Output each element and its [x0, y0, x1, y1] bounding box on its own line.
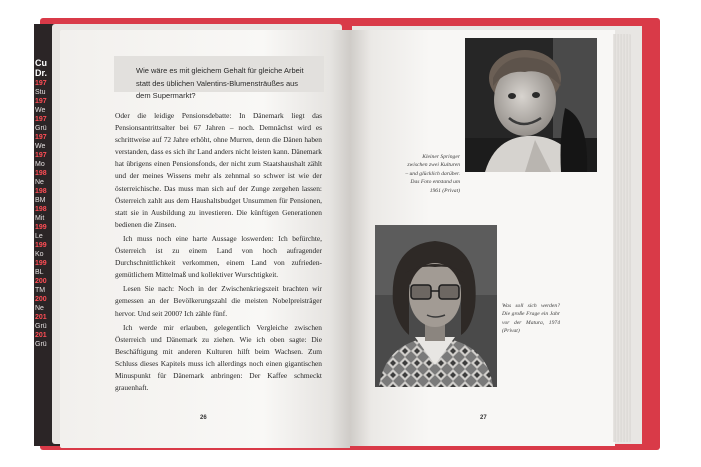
back-cover-year: 199 [35, 242, 47, 249]
back-cover-entry: Stu [35, 89, 46, 96]
back-cover-year: 197 [35, 134, 47, 141]
body-text [115, 110, 322, 396]
back-cover-entry: TM [35, 287, 46, 294]
back-cover-entry: Grü [35, 341, 47, 348]
photo-child [465, 38, 597, 172]
back-cover-entry: Mit [35, 215, 45, 222]
back-cover-year: 197 [35, 80, 47, 87]
back-cover-heading-2: Dr. [35, 68, 48, 78]
back-cover-year: 201 [35, 314, 47, 321]
photo-teen-image [375, 225, 497, 387]
caption-child-photo: Kleiner Springer zwischen zwei Kulturen – und glücklich darüber. Das Foto entstand um 1961 (Privat) [405, 154, 460, 194]
page-edges [613, 34, 631, 442]
back-cover-entry: Ne [35, 305, 44, 312]
back-cover-year: 200 [35, 278, 47, 285]
back-cover-year: 197 [35, 98, 47, 105]
back-cover-entry: Le [35, 233, 43, 240]
paragraph: Ich muss noch eine harte Aussage loswerden: Ich befürchte, Österreich ist zu einem Land von hoch aufragender Durchschnittlichkeit verkommen, einem Land von zufrieden-gemütlichem Mittelmaß und kollektiver Wurschtigkeit. [115, 233, 322, 280]
back-cover-year: 197 [35, 152, 47, 159]
page-number-left: 26 [200, 415, 207, 421]
paragraph: Ich werde mir erlauben, gelegentlich Vergleiche zwischen Österreich und Dänemark zu ziehen. Wie ich oben sagte: Die Beschäftigung mit anderen Kulturen hilft beim Wachsen. Zum Schluss dieses Kapitels muss ich allerdings noch einen gigantischen Minuspunkt für Dänemark anbringen: Der Kaffee schmeckt grauenhaft. [115, 322, 322, 393]
paragraph: Oder die leidige Pensionsdebatte: In Dänemark liegt das Pensionsantrittsalter bei 67 Jahren – noch. Demnächst wird es schrittweise auf 72 Jahre erhöht, ohne Murren, denn die Dänen haben verstanden, dass es sich ihr Land anders nicht leisten kann. Dänemark hat übrigens einen Pensionsfonds, der nicht zum Staatshaushalt zählt und der meines Wissens mehr als zehnmal so schwer ist wie der österreichische. Das muss man sich auf der Zunge zergehen lassen: Österreich zahlt aus dem Haushaltsbudget Unsummen für Pensionen, statt sie in Ausbildung zu investieren. Die künftigen Generationen bedienen die Zinsen. [115, 111, 322, 229]
back-cover-entry: Mo [35, 161, 45, 168]
back-cover-entry: Ne [35, 179, 44, 186]
page-number-right: 27 [480, 415, 487, 421]
back-cover-year: 197 [35, 116, 47, 123]
photo-child-image [465, 38, 597, 172]
back-cover-year: 199 [35, 224, 47, 231]
back-cover-year: 198 [35, 206, 47, 213]
pull-quote: Wie wäre es mit gleichem Gehalt für gleiche Arbeit statt des üblichen Valentins-Blumensträußes aus dem Supermarkt? [114, 56, 324, 92]
back-cover-year: 201 [35, 332, 47, 339]
back-cover-entry: We [35, 107, 46, 114]
back-cover-entry: BL [35, 269, 44, 276]
back-cover-entry: We [35, 143, 46, 150]
paragraph: Lesen Sie nach: Noch in der Zwischenkriegszeit brachten wir gemessen an der Bevölkerungszahl die meisten Nobelpreisträger hervor. Und seit 2000? Ich zähle fünf. [115, 284, 322, 318]
photo-teen [375, 225, 497, 387]
back-cover-entry: Grü [35, 323, 47, 330]
back-cover-entry: Grü [35, 125, 47, 132]
back-cover-entry: BM [35, 197, 46, 204]
caption-teen-photo: Was soll sich werden? Die große Frage ein Jahr vor der Matura, 1974 (Privat) [502, 303, 560, 335]
back-cover-year: 199 [35, 260, 47, 267]
back-cover-entry: Ko [35, 251, 44, 258]
back-cover-heading: Cu [35, 58, 47, 68]
back-cover-year: 198 [35, 170, 47, 177]
back-cover-year: 200 [35, 296, 47, 303]
back-cover-year: 198 [35, 188, 47, 195]
